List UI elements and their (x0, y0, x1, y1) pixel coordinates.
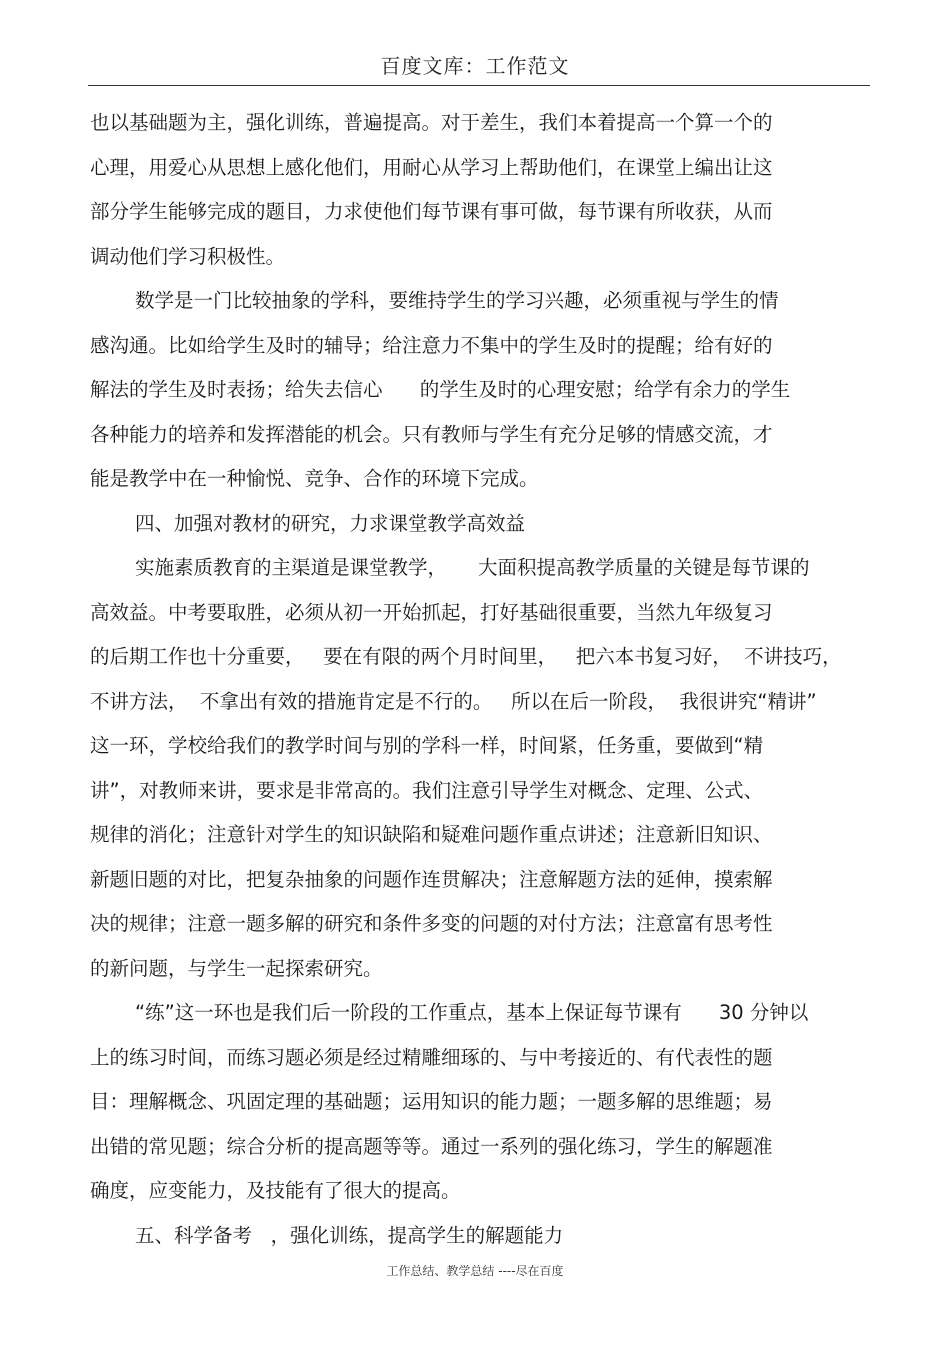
text-line: 出错的常见题；综合分析的提高题等等。通过一系列的强化练习，学生的解题准 (90, 1134, 773, 1158)
document-body (90, 101, 870, 1258)
text-line: 这一环，学校给我们的教学时间与别的学科一样，时间紧，任务重，要做到“精 (90, 734, 764, 757)
text-line: 的新问题，与学生一起探索研究。 (90, 956, 383, 980)
text-line: “练”这一环也是我们后一阶段的工作重点，基本上保证每节课有 30 分钟以 (135, 1001, 809, 1024)
text-line: 感沟通。比如给学生及时的辅导；给注意力不集中的学生及时的提醒；给有好的 (90, 333, 773, 357)
header-divider (88, 85, 870, 86)
text-line: 决的规律；注意一题多解的研究和条件多变的问题的对付方法；注意富有思考性 (90, 912, 773, 935)
text-line: 规律的消化；注意针对学生的知识缺陷和疑难问题作重点讲述；注意新旧知识、 (90, 823, 773, 846)
page-header-title: 百度文库：工作范文 (380, 54, 570, 78)
text-line: 实施素质教育的主渠道是课堂教学， 大面积提高教学质量的关键是每节课的 (135, 556, 810, 579)
text-line: 能是教学中在一种愉悦、竞争、合作的环境下完成。 (90, 467, 539, 490)
text-line: 四、加强对教材的研究，力求课堂教学高效益 (135, 511, 526, 535)
text-line: 调动他们学习积极性。 (90, 244, 286, 268)
text-line: 高效益。中考要取胜，必须从初一开始抓起，打好基础很重要，当然九年级复习 (90, 600, 773, 624)
text-line: 解法的学生及时表扬；给失去信心 的学生及时的心理安慰；给学有余力的学生 (90, 378, 791, 401)
text-line: 不讲方法， 不拿出有效的措施肯定是不行的。 所以在后一阶段， 我很讲究“精讲” (90, 689, 817, 713)
text-line: 上的练习时间，而练习题必须是经过精雕细琢的、与中考接近的、有代表性的题 (90, 1045, 773, 1069)
text-line: 新题旧题的对比，把复杂抽象的问题作连贯解决；注意解题方法的延伸，摸索解 (90, 867, 773, 891)
text-line: 五、科学备考 ，强化训练，提高学生的解题能力 (135, 1223, 564, 1247)
text-line: 心理，用爱心从思想上感化他们，用耐心从学习上帮助他们，在课堂上编出让这 (90, 155, 773, 179)
text-line: 数学是一门比较抽象的学科，要维持学生的学习兴趣，必须重视与学生的情 (135, 289, 779, 312)
text-line: 各种能力的培养和发挥潜能的机会。只有教师与学生有充分足够的情感交流，才 (90, 422, 773, 446)
text-line: 目：理解概念、巩固定理的基础题；运用知识的能力题；一题多解的思维题；易 (90, 1090, 773, 1113)
text-line: 讲”，对教师来讲，要求是非常高的。我们注意引导学生对概念、定理、公式、 (90, 778, 764, 802)
text-line: 也以基础题为主，强化训练，普遍提高。对于差生，我们本着提高一个算一个的 (90, 111, 773, 134)
page-footer: 工作总结、教学总结 ----尽在百度 (386, 1264, 564, 1278)
text-line: 部分学生能够完成的题目，力求使他们每节课有事可做，每节课有所收获，从而 (90, 200, 773, 223)
text-line: 确度，应变能力，及技能有了很大的提高。 (90, 1179, 461, 1202)
text-line: 的后期工作也十分重要， 要在有限的两个月时间里， 把六本书复习好， 不讲技巧， (90, 645, 842, 668)
